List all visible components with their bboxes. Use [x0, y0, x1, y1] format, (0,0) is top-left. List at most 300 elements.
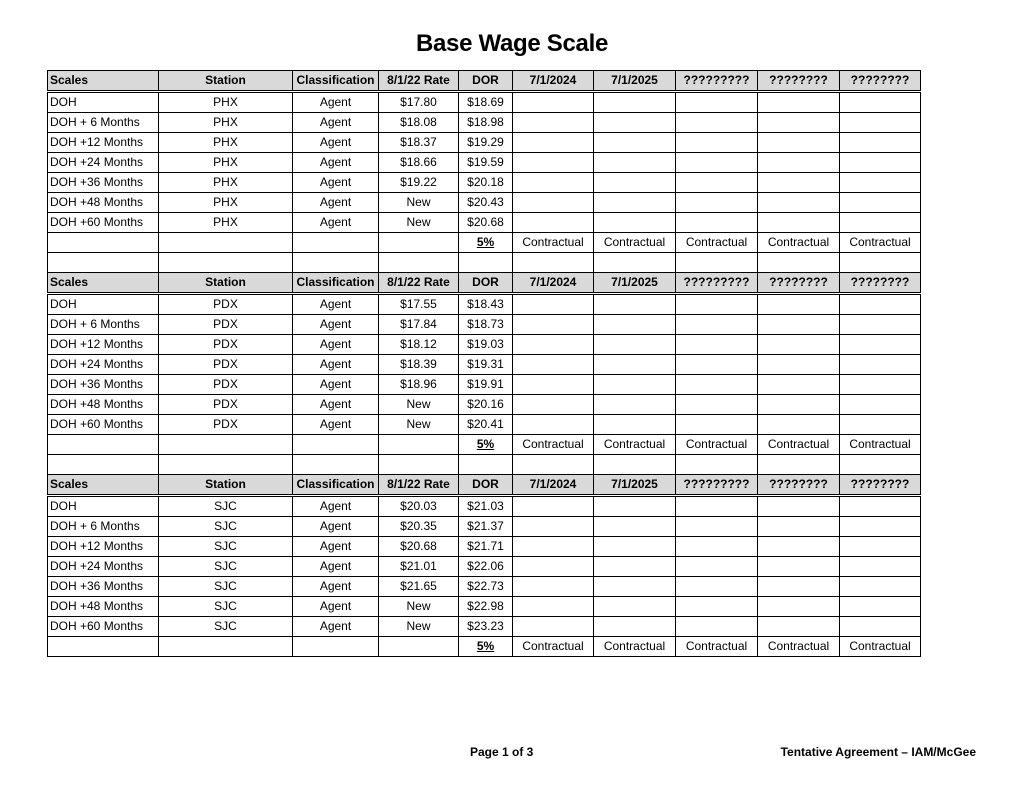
header-col-q1: ?????????	[676, 273, 758, 294]
empty-cell	[840, 315, 921, 335]
station-cell: PDX	[159, 294, 293, 315]
rate-cell: $18.39	[379, 355, 459, 375]
empty-cell	[758, 133, 840, 153]
classification-cell: Agent	[293, 92, 379, 113]
table-row	[48, 193, 921, 213]
dor-cell: $20.18	[459, 173, 513, 193]
empty-cell	[676, 173, 758, 193]
empty-cell	[594, 617, 676, 637]
empty-cell	[594, 557, 676, 577]
table-row	[48, 537, 921, 557]
rate-cell: $19.22	[379, 173, 459, 193]
empty-cell	[758, 253, 840, 273]
empty-cell	[594, 213, 676, 233]
station-cell: SJC	[159, 577, 293, 597]
empty-cell	[758, 617, 840, 637]
empty-cell	[840, 133, 921, 153]
dor-cell: $19.29	[459, 133, 513, 153]
header-dor: DOR	[459, 475, 513, 496]
classification-cell: Agent	[293, 577, 379, 597]
empty-cell	[159, 253, 293, 273]
table-row	[48, 577, 921, 597]
dor-cell: $22.98	[459, 597, 513, 617]
empty-cell	[513, 577, 594, 597]
empty-cell	[758, 557, 840, 577]
empty-cell	[758, 113, 840, 133]
dor-cell: $23.23	[459, 617, 513, 637]
empty-cell	[676, 455, 758, 475]
station-cell: SJC	[159, 597, 293, 617]
empty-cell	[379, 455, 459, 475]
contractual-cell: Contractual	[758, 637, 840, 657]
empty-cell	[758, 395, 840, 415]
empty-cell	[676, 294, 758, 315]
empty-cell	[676, 92, 758, 113]
empty-cell	[513, 617, 594, 637]
empty-cell	[758, 455, 840, 475]
dor-cell: $20.16	[459, 395, 513, 415]
contractual-row	[48, 233, 921, 253]
rate-cell: New	[379, 617, 459, 637]
scale-cell: DOH +12 Months	[48, 133, 159, 153]
empty-cell	[676, 153, 758, 173]
empty-cell	[293, 455, 379, 475]
station-cell: PHX	[159, 92, 293, 113]
empty-cell	[513, 496, 594, 517]
empty-cell	[48, 253, 159, 273]
empty-cell	[159, 233, 293, 253]
dor-cell: $18.69	[459, 92, 513, 113]
empty-cell	[513, 375, 594, 395]
empty-cell	[513, 193, 594, 213]
page-title: Base Wage Scale	[415, 30, 609, 57]
scale-cell: DOH +60 Months	[48, 617, 159, 637]
contractual-cell: Contractual	[840, 637, 921, 657]
header-row	[48, 71, 921, 92]
empty-cell	[594, 517, 676, 537]
table-row	[48, 173, 921, 193]
empty-cell	[676, 537, 758, 557]
empty-cell	[48, 637, 159, 657]
dor-cell: $21.71	[459, 537, 513, 557]
empty-cell	[840, 577, 921, 597]
header-row	[48, 475, 921, 496]
contractual-cell: Contractual	[758, 233, 840, 253]
empty-cell	[379, 253, 459, 273]
empty-cell	[513, 517, 594, 537]
empty-cell	[513, 173, 594, 193]
empty-cell	[293, 233, 379, 253]
empty-cell	[676, 496, 758, 517]
empty-cell	[758, 537, 840, 557]
empty-cell	[676, 577, 758, 597]
contractual-cell: Contractual	[840, 233, 921, 253]
dor-cell: $20.41	[459, 415, 513, 435]
empty-cell	[676, 375, 758, 395]
empty-cell	[840, 355, 921, 375]
scale-cell: DOH +24 Months	[48, 557, 159, 577]
header-col-2024: 7/1/2024	[513, 71, 594, 92]
rate-cell: $18.37	[379, 133, 459, 153]
station-cell: PDX	[159, 335, 293, 355]
empty-cell	[459, 455, 513, 475]
scale-cell: DOH +48 Months	[48, 395, 159, 415]
dor-cell: $19.59	[459, 153, 513, 173]
empty-cell	[758, 517, 840, 537]
dor-cell: $18.43	[459, 294, 513, 315]
empty-cell	[840, 597, 921, 617]
empty-cell	[676, 213, 758, 233]
spacer-row	[48, 455, 921, 475]
dor-cell: $18.73	[459, 315, 513, 335]
empty-cell	[840, 395, 921, 415]
table-row	[48, 415, 921, 435]
contractual-cell: Contractual	[594, 637, 676, 657]
header-col-q1: ?????????	[676, 71, 758, 92]
table-row	[48, 315, 921, 335]
empty-cell	[379, 435, 459, 455]
header-col-q3: ????????	[840, 71, 921, 92]
empty-cell	[840, 193, 921, 213]
classification-cell: Agent	[293, 133, 379, 153]
page-number: Page 1 of 3	[470, 745, 534, 759]
scale-cell: DOH +36 Months	[48, 173, 159, 193]
scale-cell: DOH +48 Months	[48, 193, 159, 213]
classification-cell: Agent	[293, 173, 379, 193]
empty-cell	[840, 415, 921, 435]
rate-cell: $20.68	[379, 537, 459, 557]
empty-cell	[513, 253, 594, 273]
dor-cell: $18.98	[459, 113, 513, 133]
scale-cell: DOH +12 Months	[48, 335, 159, 355]
scale-cell: DOH + 6 Months	[48, 113, 159, 133]
empty-cell	[594, 415, 676, 435]
empty-cell	[758, 496, 840, 517]
empty-cell	[293, 435, 379, 455]
rate-cell: New	[379, 597, 459, 617]
empty-cell	[513, 213, 594, 233]
empty-cell	[513, 92, 594, 113]
rate-cell: $20.35	[379, 517, 459, 537]
station-cell: PDX	[159, 315, 293, 335]
empty-cell	[379, 637, 459, 657]
contractual-cell: Contractual	[594, 435, 676, 455]
empty-cell	[513, 537, 594, 557]
empty-cell	[594, 294, 676, 315]
classification-cell: Agent	[293, 355, 379, 375]
empty-cell	[513, 113, 594, 133]
header-classification: Classification	[293, 273, 379, 294]
station-cell: SJC	[159, 617, 293, 637]
empty-cell	[840, 335, 921, 355]
empty-cell	[676, 315, 758, 335]
empty-cell	[594, 597, 676, 617]
station-cell: SJC	[159, 496, 293, 517]
empty-cell	[676, 335, 758, 355]
header-col-q3: ????????	[840, 475, 921, 496]
rate-cell: $20.03	[379, 496, 459, 517]
rate-cell: New	[379, 415, 459, 435]
empty-cell	[594, 577, 676, 597]
contractual-cell: Contractual	[513, 233, 594, 253]
dor-cell: $22.73	[459, 577, 513, 597]
empty-cell	[594, 153, 676, 173]
empty-cell	[293, 253, 379, 273]
station-cell: PHX	[159, 213, 293, 233]
dor-cell: $19.03	[459, 335, 513, 355]
classification-cell: Agent	[293, 193, 379, 213]
header-row	[48, 273, 921, 294]
header-rate: 8/1/22 Rate	[379, 475, 459, 496]
empty-cell	[379, 233, 459, 253]
header-station: Station	[159, 273, 293, 294]
contractual-cell: Contractual	[840, 435, 921, 455]
empty-cell	[594, 113, 676, 133]
station-cell: PDX	[159, 355, 293, 375]
header-col-q2: ????????	[758, 273, 840, 294]
empty-cell	[840, 253, 921, 273]
empty-cell	[840, 173, 921, 193]
station-cell: SJC	[159, 557, 293, 577]
empty-cell	[159, 435, 293, 455]
station-cell: PHX	[159, 193, 293, 213]
increase-percent: 5%	[459, 435, 513, 455]
station-cell: PHX	[159, 173, 293, 193]
empty-cell	[594, 253, 676, 273]
scale-cell: DOH	[48, 92, 159, 113]
classification-cell: Agent	[293, 315, 379, 335]
contractual-cell: Contractual	[676, 637, 758, 657]
empty-cell	[594, 496, 676, 517]
empty-cell	[758, 213, 840, 233]
empty-cell	[840, 213, 921, 233]
table-row	[48, 597, 921, 617]
empty-cell	[594, 173, 676, 193]
station-cell: PDX	[159, 415, 293, 435]
empty-cell	[758, 375, 840, 395]
rate-cell: $17.55	[379, 294, 459, 315]
table-row	[48, 517, 921, 537]
header-col-2024: 7/1/2024	[513, 475, 594, 496]
classification-cell: Agent	[293, 517, 379, 537]
rate-cell: $17.84	[379, 315, 459, 335]
scale-cell: DOH	[48, 294, 159, 315]
header-col-q3: ????????	[840, 273, 921, 294]
header-station: Station	[159, 71, 293, 92]
empty-cell	[594, 92, 676, 113]
empty-cell	[758, 153, 840, 173]
classification-cell: Agent	[293, 375, 379, 395]
dor-cell: $20.68	[459, 213, 513, 233]
contractual-cell: Contractual	[513, 637, 594, 657]
station-cell: PHX	[159, 113, 293, 133]
table-row	[48, 92, 921, 113]
table-row	[48, 133, 921, 153]
classification-cell: Agent	[293, 496, 379, 517]
empty-cell	[513, 597, 594, 617]
station-cell: PDX	[159, 375, 293, 395]
header-col-q2: ????????	[758, 71, 840, 92]
contractual-cell: Contractual	[676, 435, 758, 455]
empty-cell	[594, 455, 676, 475]
empty-cell	[513, 315, 594, 335]
header-col-2025: 7/1/2025	[594, 475, 676, 496]
scale-cell: DOH +36 Months	[48, 577, 159, 597]
header-col-q1: ?????????	[676, 475, 758, 496]
empty-cell	[758, 577, 840, 597]
empty-cell	[758, 193, 840, 213]
empty-cell	[594, 537, 676, 557]
empty-cell	[676, 395, 758, 415]
classification-cell: Agent	[293, 213, 379, 233]
classification-cell: Agent	[293, 113, 379, 133]
contractual-cell: Contractual	[594, 233, 676, 253]
scale-cell: DOH +24 Months	[48, 153, 159, 173]
station-cell: PDX	[159, 395, 293, 415]
empty-cell	[513, 133, 594, 153]
table-row	[48, 375, 921, 395]
empty-cell	[840, 153, 921, 173]
scale-cell: DOH +48 Months	[48, 597, 159, 617]
empty-cell	[840, 455, 921, 475]
contractual-cell: Contractual	[676, 233, 758, 253]
table-row	[48, 355, 921, 375]
scale-cell: DOH + 6 Months	[48, 315, 159, 335]
contractual-row	[48, 637, 921, 657]
empty-cell	[513, 395, 594, 415]
empty-cell	[758, 92, 840, 113]
empty-cell	[676, 253, 758, 273]
scale-cell: DOH + 6 Months	[48, 517, 159, 537]
station-cell: SJC	[159, 537, 293, 557]
header-scales: Scales	[48, 71, 159, 92]
wage-scale-body	[48, 71, 921, 657]
empty-cell	[513, 557, 594, 577]
header-rate: 8/1/22 Rate	[379, 71, 459, 92]
empty-cell	[840, 496, 921, 517]
classification-cell: Agent	[293, 597, 379, 617]
station-cell: PHX	[159, 153, 293, 173]
rate-cell: $21.65	[379, 577, 459, 597]
header-classification: Classification	[293, 475, 379, 496]
classification-cell: Agent	[293, 153, 379, 173]
empty-cell	[676, 355, 758, 375]
table-row	[48, 557, 921, 577]
table-row	[48, 335, 921, 355]
empty-cell	[594, 395, 676, 415]
agreement-label: Tentative Agreement – IAM/McGee	[780, 745, 976, 759]
empty-cell	[758, 597, 840, 617]
header-dor: DOR	[459, 273, 513, 294]
rate-cell: New	[379, 213, 459, 233]
rate-cell: $18.96	[379, 375, 459, 395]
contractual-cell: Contractual	[513, 435, 594, 455]
rate-cell: $18.12	[379, 335, 459, 355]
classification-cell: Agent	[293, 294, 379, 315]
dor-cell: $19.31	[459, 355, 513, 375]
empty-cell	[840, 294, 921, 315]
empty-cell	[513, 294, 594, 315]
header-scales: Scales	[48, 475, 159, 496]
empty-cell	[840, 617, 921, 637]
empty-cell	[513, 355, 594, 375]
contractual-row	[48, 435, 921, 455]
empty-cell	[159, 637, 293, 657]
empty-cell	[293, 637, 379, 657]
empty-cell	[758, 294, 840, 315]
empty-cell	[594, 315, 676, 335]
empty-cell	[594, 133, 676, 153]
empty-cell	[513, 455, 594, 475]
table-row	[48, 496, 921, 517]
dor-cell: $19.91	[459, 375, 513, 395]
scale-cell: DOH +24 Months	[48, 355, 159, 375]
header-dor: DOR	[459, 71, 513, 92]
classification-cell: Agent	[293, 557, 379, 577]
table-row	[48, 153, 921, 173]
dor-cell: $21.03	[459, 496, 513, 517]
increase-percent: 5%	[459, 233, 513, 253]
empty-cell	[594, 355, 676, 375]
header-station: Station	[159, 475, 293, 496]
empty-cell	[513, 415, 594, 435]
station-cell: PHX	[159, 133, 293, 153]
header-rate: 8/1/22 Rate	[379, 273, 459, 294]
classification-cell: Agent	[293, 335, 379, 355]
header-col-2024: 7/1/2024	[513, 273, 594, 294]
table-row	[48, 395, 921, 415]
empty-cell	[840, 92, 921, 113]
table-row	[48, 113, 921, 133]
empty-cell	[758, 315, 840, 335]
rate-cell: $18.08	[379, 113, 459, 133]
empty-cell	[840, 517, 921, 537]
empty-cell	[159, 455, 293, 475]
empty-cell	[840, 557, 921, 577]
spacer-row	[48, 253, 921, 273]
increase-percent: 5%	[459, 637, 513, 657]
classification-cell: Agent	[293, 395, 379, 415]
rate-cell: $21.01	[379, 557, 459, 577]
empty-cell	[676, 617, 758, 637]
classification-cell: Agent	[293, 617, 379, 637]
table-row	[48, 617, 921, 637]
header-classification: Classification	[293, 71, 379, 92]
scale-cell: DOH +60 Months	[48, 415, 159, 435]
empty-cell	[48, 455, 159, 475]
empty-cell	[594, 335, 676, 355]
table-row	[48, 294, 921, 315]
rate-cell: New	[379, 395, 459, 415]
empty-cell	[594, 375, 676, 395]
dor-cell: $22.06	[459, 557, 513, 577]
header-col-2025: 7/1/2025	[594, 273, 676, 294]
scale-cell: DOH +36 Months	[48, 375, 159, 395]
table-row	[48, 213, 921, 233]
scale-cell: DOH +60 Months	[48, 213, 159, 233]
empty-cell	[840, 375, 921, 395]
empty-cell	[758, 173, 840, 193]
empty-cell	[758, 335, 840, 355]
classification-cell: Agent	[293, 537, 379, 557]
empty-cell	[48, 435, 159, 455]
empty-cell	[594, 193, 676, 213]
header-col-q2: ????????	[758, 475, 840, 496]
empty-cell	[513, 335, 594, 355]
empty-cell	[459, 253, 513, 273]
empty-cell	[676, 415, 758, 435]
empty-cell	[676, 517, 758, 537]
